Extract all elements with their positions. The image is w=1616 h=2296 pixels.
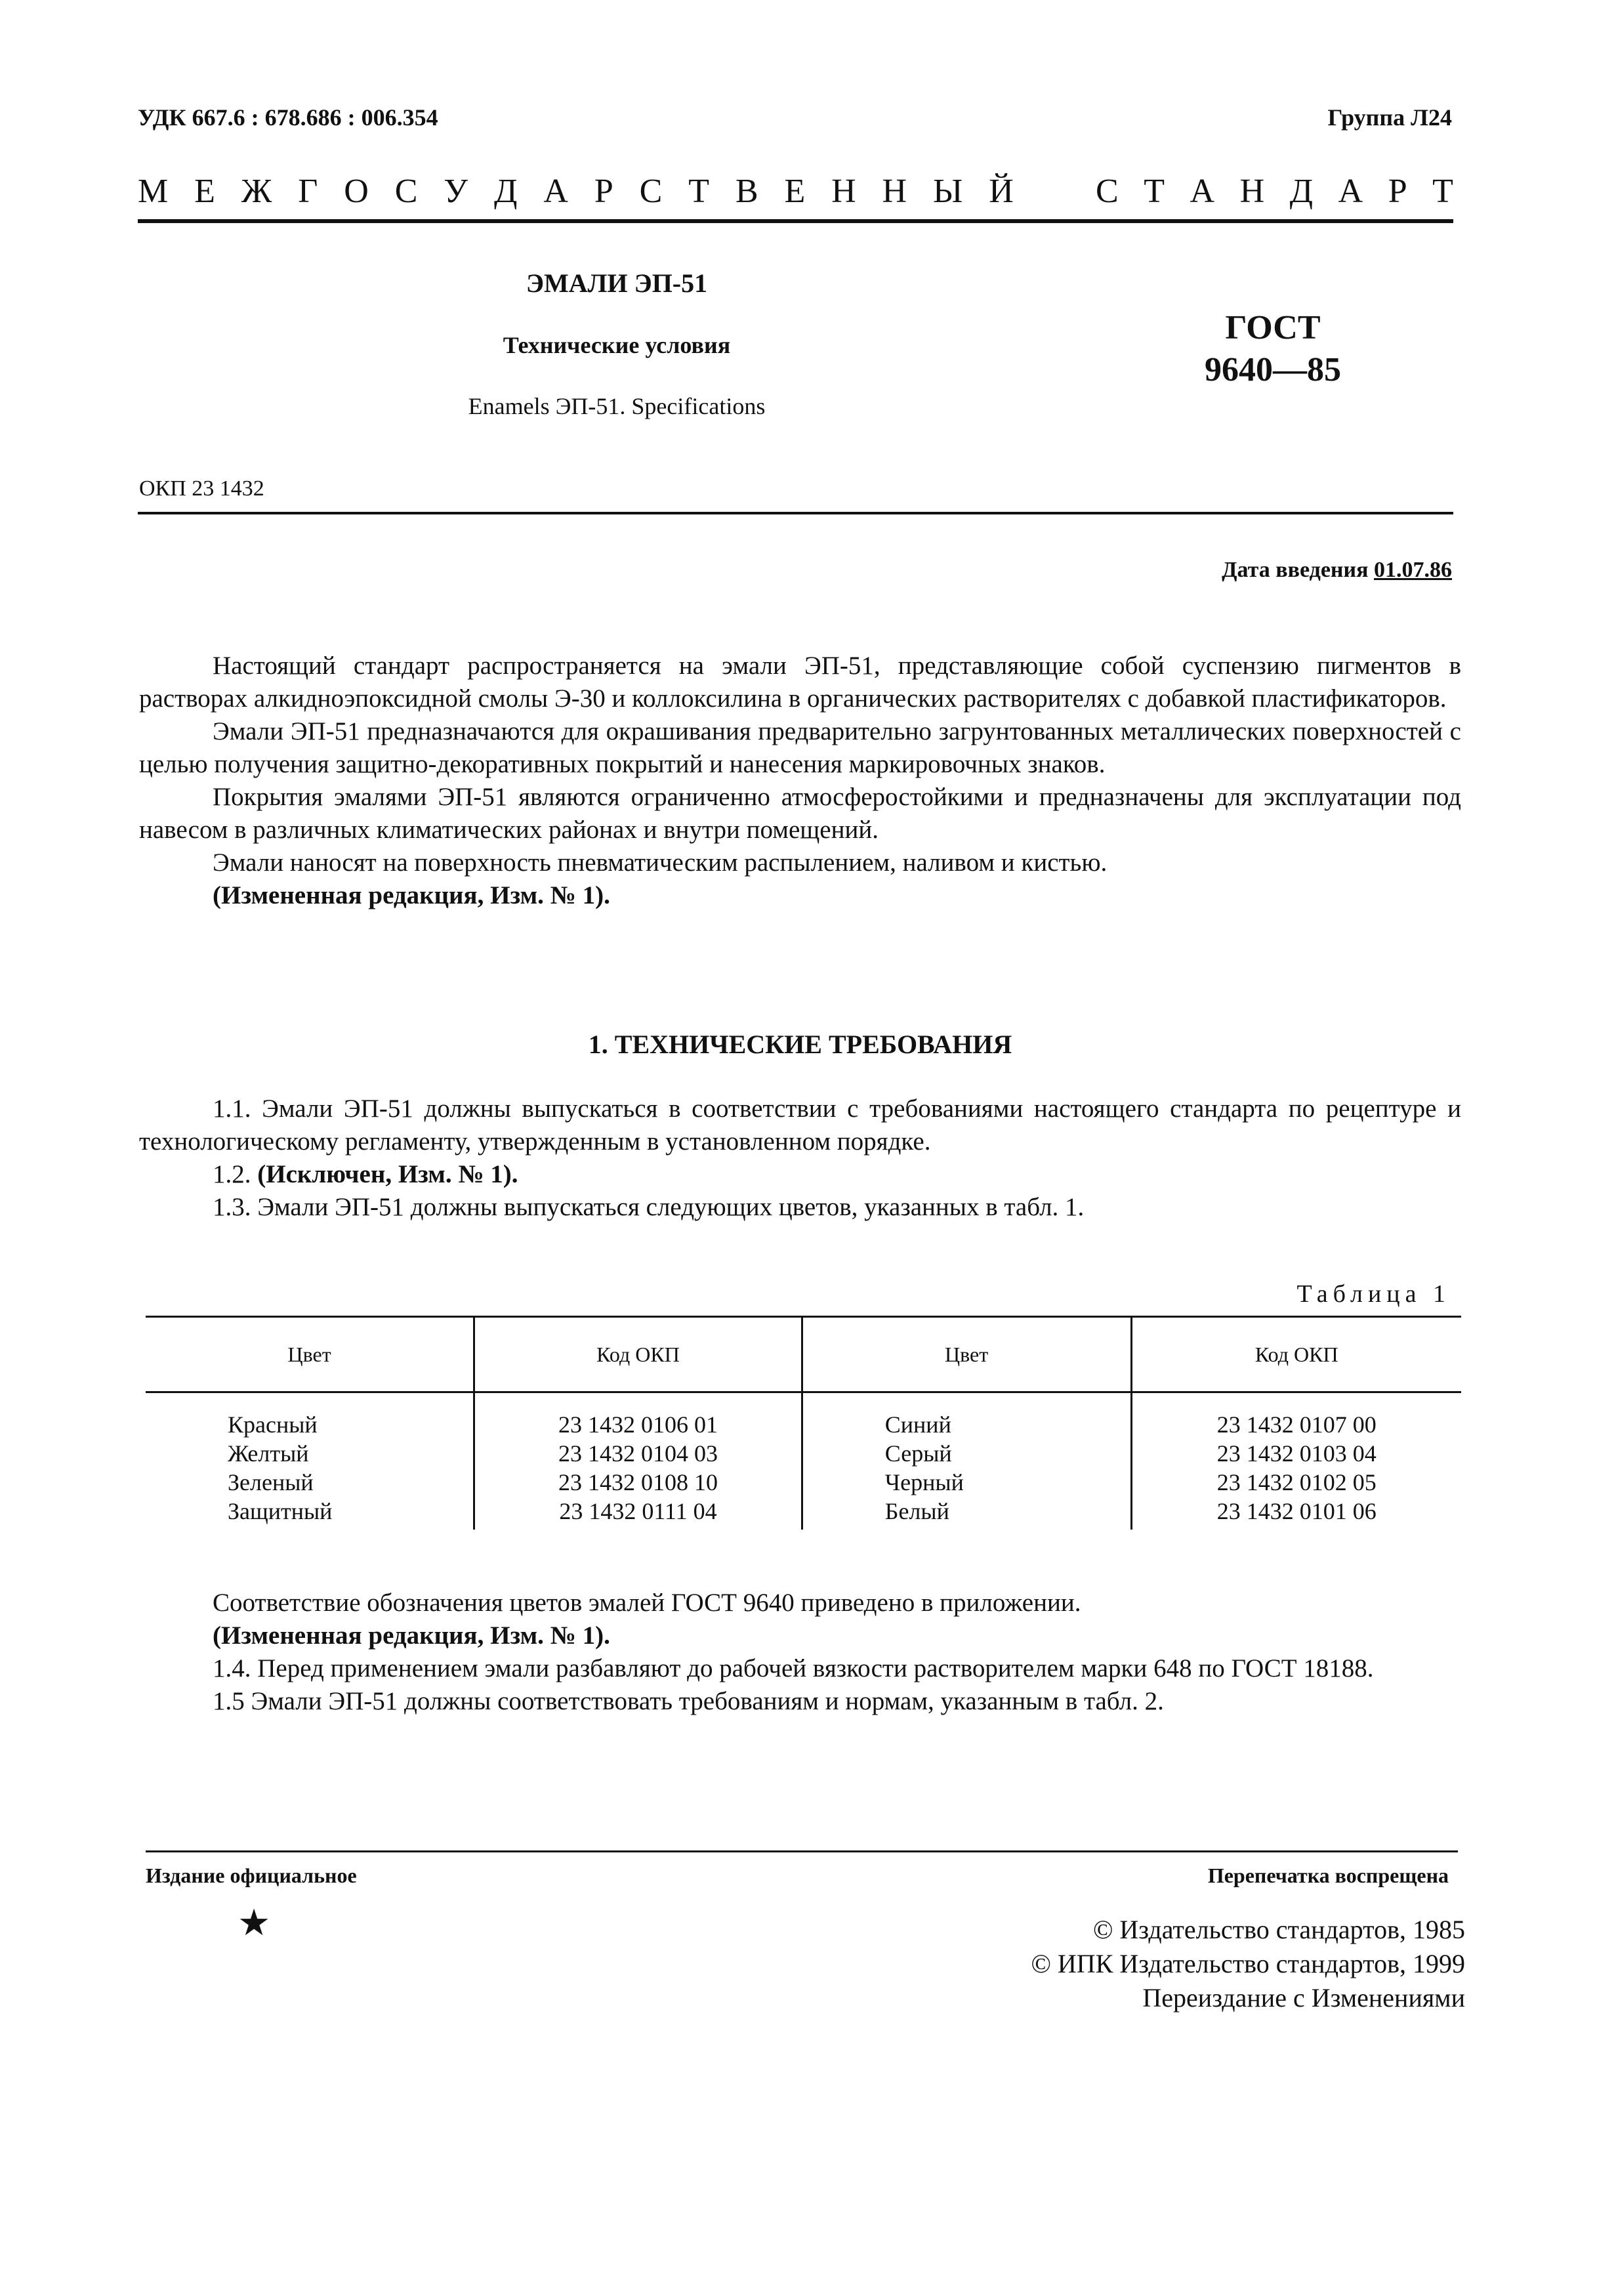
copyright-block [1031,1913,1465,2015]
star-icon: ★ [238,1903,271,1944]
colors-table [146,1316,1461,1530]
copyright-line: © ИПК Издательство стандартов, 1999 [1031,1949,1465,1978]
document-english-title: Enamels ЭП-51. Specifications [468,393,766,419]
banner-letter: Н [1239,173,1265,210]
okp-code-cell: 23 1432 0104 03 [558,1440,718,1467]
date-label: Дата введения [1222,558,1369,582]
banner-letter: Й [989,173,1014,210]
okp-code-cell: 23 1432 0108 10 [558,1469,718,1495]
okp-code-cell: 23 1432 0102 05 [1216,1469,1377,1495]
banner-letter: Ж [241,173,272,210]
banner-letter: Н [882,173,907,210]
table-row [146,1392,1461,1530]
banner-letter: С [394,173,418,210]
color-name: Желтый [228,1440,309,1467]
gost-number [1174,307,1371,391]
banner-letter: Д [493,173,518,210]
okp-code-cell: 23 1432 0107 00 [1216,1411,1377,1438]
copyright-line: © Издательство стандартов, 1985 [1092,1915,1465,1944]
okp-code: ОКП 23 1432 [139,476,264,501]
color-name: Серый [884,1440,952,1467]
document-title: ЭМАЛИ ЭП-51 [526,268,708,298]
banner-word-interstate [138,172,1014,211]
table-cell [1131,1392,1461,1530]
banner-letter: О [344,173,369,210]
intro-paragraph: Настоящий стандарт распространяется на эмали ЭП-51, представляющие собой суспензию пигментов в растворах алкидноэпоксидной смолы Э-30 и коллоксилина в органических растворителях с добавкой пластификаторов. [139,652,1461,713]
banner-letter: Т [1432,173,1453,210]
udc-code: УДК 667.6 : 678.686 : 006.354 [138,104,438,131]
table-cell [802,1392,1131,1530]
banner-letter: А [543,173,568,210]
table-header-cell: Код ОКП [1131,1317,1461,1392]
introduction-date [1222,558,1452,583]
banner-letter: У [444,173,468,210]
banner-letter: Е [194,173,215,210]
clause-1-1: 1.1. Эмали ЭП-51 должны выпускаться в соответствии с требованиями настоящего стандарта по рецептуре и технологическому регламенту, утвержденным в установленном порядке. [139,1095,1461,1156]
banner-letter: Р [1388,173,1407,210]
clause-1-4: 1.4. Перед применением эмали разбавляют до рабочей вязкости растворителем марки 648 по ГОСТ 18188. [213,1654,1374,1682]
table-header-cell: Код ОКП [474,1317,802,1392]
table-cell [474,1392,802,1530]
section-1-text [139,1093,1461,1224]
gost-code: 9640—85 [1205,351,1341,388]
clause-number: 1.2. [213,1160,251,1188]
banner-letter: Е [784,173,806,210]
table-header-cell: Цвет [802,1317,1131,1392]
clause-1-5: 1.5 Эмали ЭП-51 должны соответствовать требованиям и нормам, указанным в табл. 2. [213,1687,1164,1715]
clause-1-2 [139,1158,1461,1191]
banner-letter: Н [831,173,856,210]
banner-word-standard [1096,172,1453,211]
intro-paragraph: Покрытия эмалями ЭП-51 являются ограниченно атмосферостойкими и предназначены для эксплуатации под навесом в различных климатических районах и внутри помещений. [139,783,1461,844]
date-value: 01.07.86 [1374,558,1452,582]
intro-text [139,650,1461,912]
intro-paragraph: Эмали наносят на поверхность пневматическим распылением, наливом и кистью. [213,848,1108,877]
banner-letter: С [1096,173,1119,210]
banner-letter: Г [298,173,318,210]
reissue-note: Переиздание с Изменениями [1142,1983,1465,2013]
document-header [138,104,1452,131]
table-cell [146,1392,474,1530]
intro-paragraph: Эмали ЭП-51 предназначаются для окрашивания предварительно загрунтованных металлических поверхностей с целью получения защитно-декоративных покрытий и нанесения маркировочных знаков. [139,717,1461,778]
clause-excluded-note: (Исключен, Изм. № 1). [257,1160,518,1188]
banner-letter: В [735,173,758,210]
okp-code-cell: 23 1432 0103 04 [1216,1440,1377,1467]
color-name: Черный [884,1469,964,1495]
after-table-amendment-note: (Измененная редакция, Изм. № 1). [213,1621,610,1650]
banner-letter: Ы [933,173,963,210]
color-name: Зеленый [228,1469,314,1495]
official-edition: Издание официальное [146,1864,357,1887]
group-code: Группа Л24 [1327,104,1452,131]
table-header-row [146,1317,1461,1392]
banner-letter: М [138,173,169,210]
banner-letter: С [639,173,663,210]
banner-letter: А [1338,173,1363,210]
clause-1-3: 1.3. Эмали ЭП-51 должны выпускаться следующих цветов, указанных в табл. 1. [213,1193,1085,1221]
color-name: Защитный [228,1498,333,1524]
color-name: Синий [884,1411,951,1438]
intro-amendment-note: (Измененная редакция, Изм. № 1). [213,881,610,909]
color-name: Красный [228,1411,318,1438]
reprint-prohibited: Перепечатка воспрещена [1207,1864,1449,1887]
banner-letter: А [1190,173,1215,210]
color-name: Белый [884,1498,949,1524]
banner-letter: Т [688,173,709,210]
document-subtitle: Технические условия [503,332,731,358]
okp-code-cell: 23 1432 0106 01 [558,1411,718,1438]
gost-label: ГОСТ [1225,309,1321,346]
okp-code-cell: 23 1432 0101 06 [1216,1498,1377,1524]
interstate-standard-banner [138,172,1453,211]
banner-letter: Т [1144,173,1165,210]
banner-rule [138,219,1453,223]
banner-letter: Д [1289,173,1314,210]
table-header-cell: Цвет [146,1317,474,1392]
after-table-text [139,1587,1461,1718]
footer-rule [146,1850,1458,1852]
appendix-reference: Соответствие обозначения цветов эмалей ГОСТ 9640 приведено в приложении. [213,1589,1081,1617]
okp-code-cell: 23 1432 0111 04 [559,1498,717,1524]
section-1-heading: 1. ТЕХНИЧЕСКИЕ ТРЕБОВАНИЯ [588,1030,1012,1059]
okp-rule [138,512,1453,514]
table-1-caption: Таблица 1 [1296,1280,1451,1308]
banner-letter: Р [594,173,613,210]
